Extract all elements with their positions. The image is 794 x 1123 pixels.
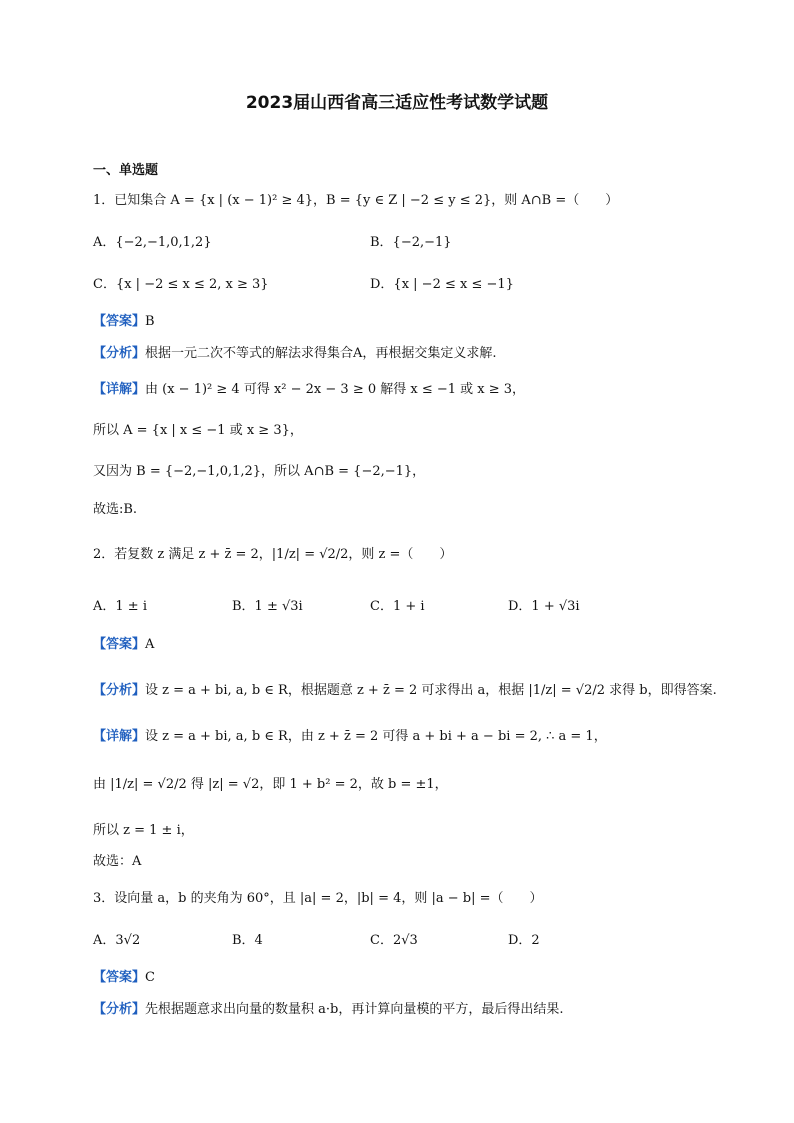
q1-answer: 【答案】B bbox=[93, 314, 155, 329]
q3-option-b: B．4 bbox=[232, 933, 263, 948]
page-title: 2023届山西省高三适应性考试数学试题 bbox=[245, 93, 549, 113]
q2-option-b: B．1 ± √3i bbox=[232, 599, 303, 614]
q2-option-d: D．1 + √3i bbox=[508, 599, 580, 614]
q2-answer: 【答案】A bbox=[93, 637, 155, 652]
q3-option-c: C．2√3 bbox=[370, 933, 418, 948]
q1-option-d: D．{x | −2 ≤ x ≤ −1} bbox=[370, 277, 514, 292]
q2-option-c: C．1 + i bbox=[370, 599, 425, 614]
q3-option-a: A．3√2 bbox=[93, 933, 141, 948]
q1-option-a: A．{−2,−1,0,1,2} bbox=[93, 235, 212, 250]
q1-detail-line3: 又因为 B = {−2,−1,0,1,2}，所以 A∩B = {−2,−1}， bbox=[93, 464, 426, 479]
q2-detail-line3: 所以 z = 1 ± i， bbox=[93, 823, 194, 838]
q1-stem: 1．已知集合 A = {x | (x − 1)² ≥ 4}，B = {y ∈ Z | −2 ≤ y ≤ 2}，则 A∩B =（ ） bbox=[93, 193, 619, 208]
q3-analysis: 【分析】先根据题意求出向量的数量积 a·b，再计算向量模的平方，最后得出结果. bbox=[93, 1002, 564, 1017]
q1-detail: 【详解】由 (x − 1)² ≥ 4 可得 x² − 2x − 3 ≥ 0 解得 x ≤ −1 或 x ≥ 3， bbox=[93, 382, 526, 397]
q3-stem: 3．设向量 a，b 的夹角为 60°，且 |a| = 2，|b| = 4，则 |a − b| =（ ） bbox=[93, 891, 543, 906]
q3-answer: 【答案】C bbox=[93, 970, 155, 985]
q1-conclusion: 故选:B. bbox=[93, 502, 138, 517]
q2-detail-line2: 由 |1/z| = √2/2 得 |z| = √2，即 1 + b² = 2，故 b = ±1， bbox=[93, 777, 448, 792]
q2-option-a: A．1 ± i bbox=[93, 599, 147, 614]
q1-analysis: 【分析】根据一元二次不等式的解法求得集合A，再根据交集定义求解. bbox=[93, 346, 497, 361]
q2-stem: 2．若复数 z 满足 z + z̄ = 2，|1/z| = √2/2，则 z =（ ） bbox=[93, 547, 453, 562]
q3-option-d: D．2 bbox=[508, 933, 540, 948]
q1-option-c: C．{x | −2 ≤ x ≤ 2, x ≥ 3} bbox=[93, 277, 269, 292]
q2-conclusion: 故选：A bbox=[93, 854, 142, 869]
section-heading: 一、单选题 bbox=[93, 163, 159, 178]
q1-detail-line2: 所以 A = {x | x ≤ −1 或 x ≥ 3}， bbox=[93, 423, 303, 438]
q2-detail: 【详解】设 z = a + bi, a, b ∈ R，由 z + z̄ = 2 可得 a + bi + a − bi = 2, ∴ a = 1， bbox=[93, 729, 607, 744]
q2-analysis: 【分析】设 z = a + bi, a, b ∈ R，根据题意 z + z̄ = 2 可求得出 a，根据 |1/z| = √2/2 求得 b，即得答案. bbox=[93, 683, 717, 698]
q1-option-b: B．{−2,−1} bbox=[370, 235, 452, 250]
